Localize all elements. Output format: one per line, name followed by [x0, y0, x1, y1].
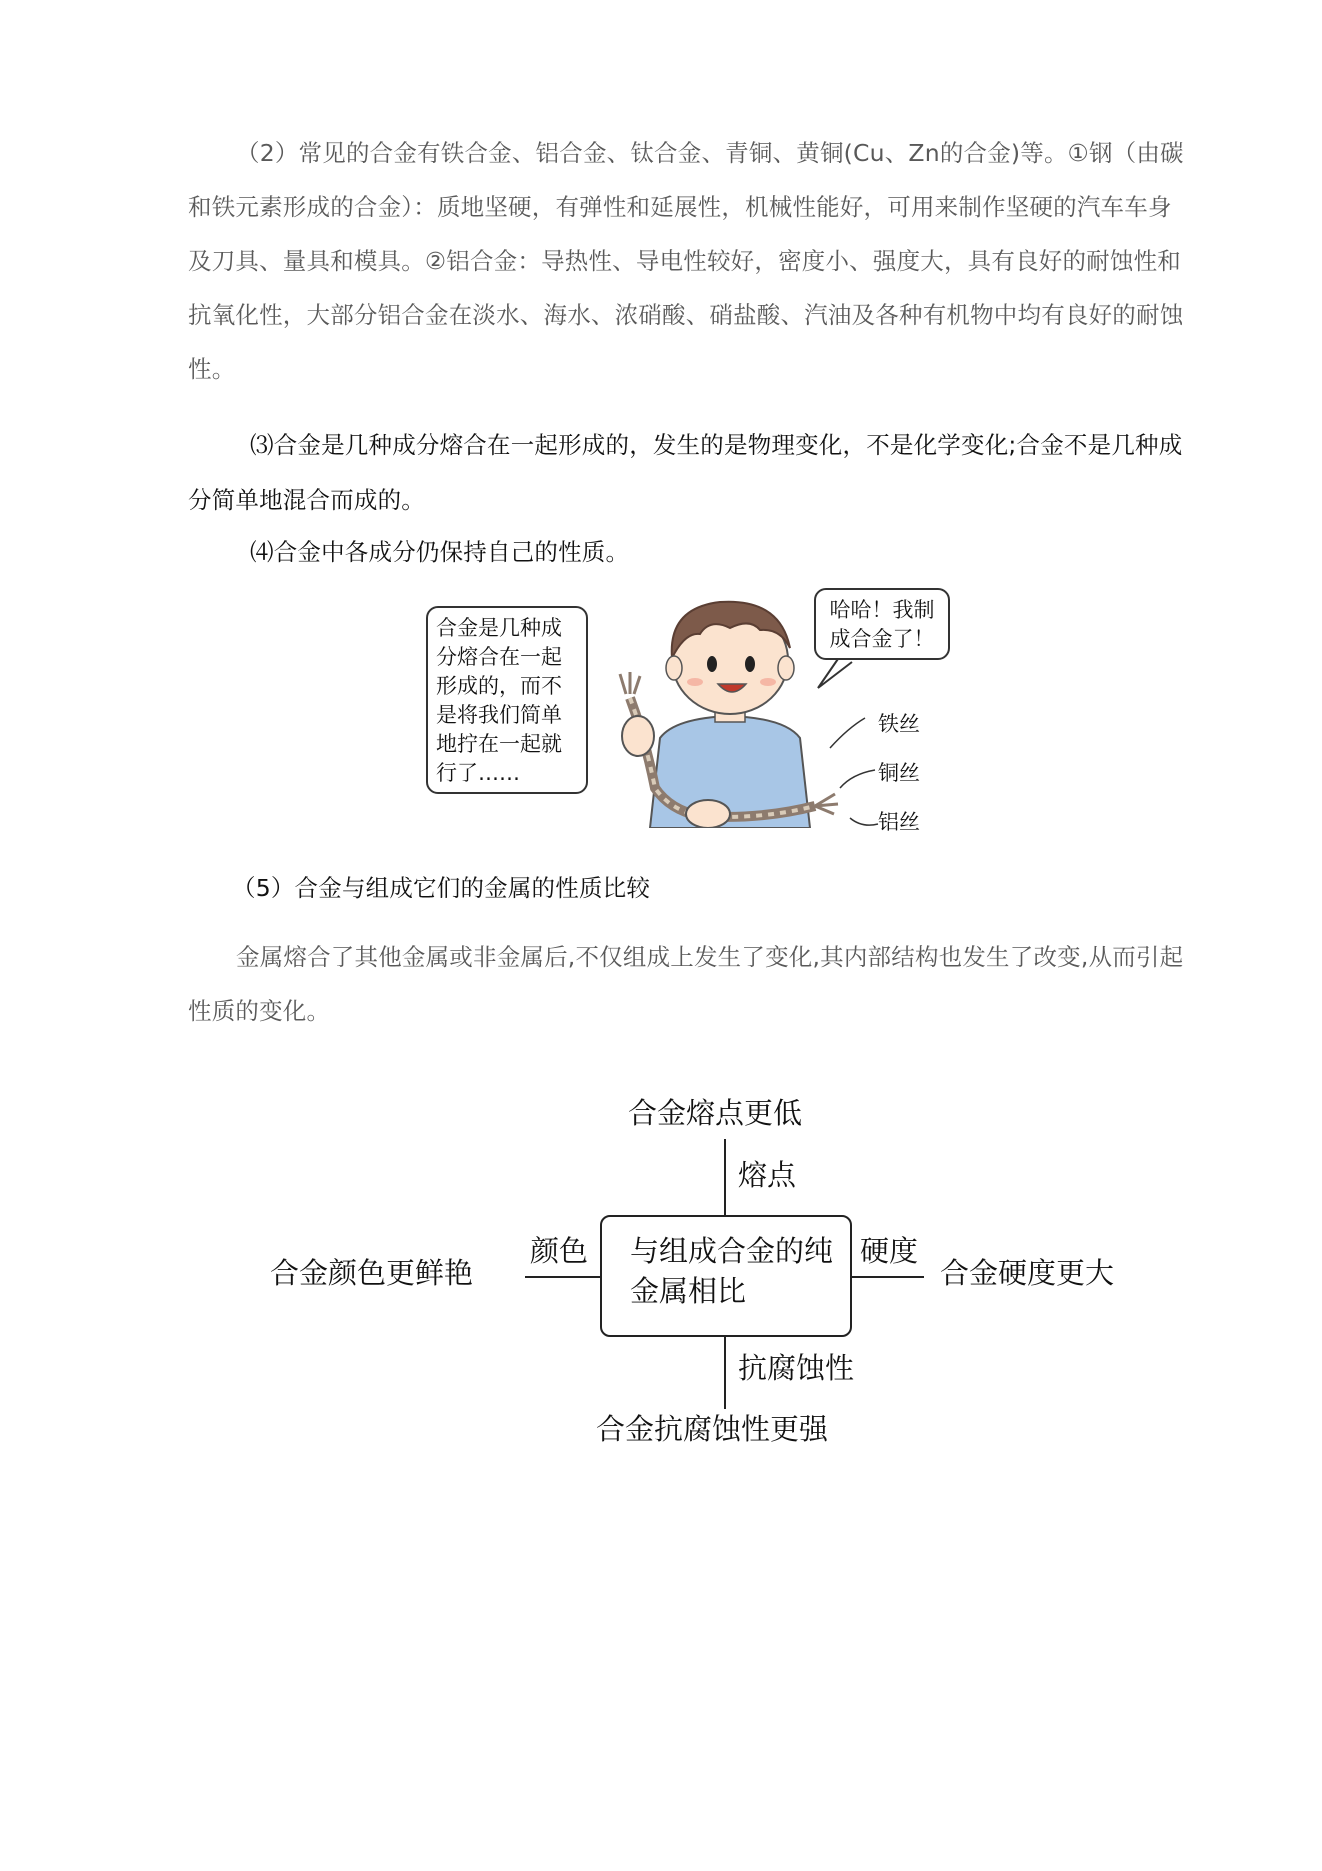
bottom-connector-line	[724, 1337, 726, 1409]
wire-label-iron: 铁丝	[878, 712, 920, 736]
bottom-result: 合金抗腐蚀性更强	[596, 1412, 829, 1446]
speech-bubble-right: 哈哈！我制成合金了！	[814, 588, 950, 660]
top-connector-line	[724, 1139, 726, 1215]
top-result: 合金熔点更低	[628, 1096, 803, 1130]
alloy-comparison-diagram	[270, 1095, 1150, 1455]
right-axis-label: 硬度	[860, 1234, 919, 1268]
paragraph-alloy-component-properties: ⑷合金中各成分仍保持自己的性质。	[250, 538, 630, 566]
paragraph-alloy-property-change: 金属熔合了其他金属或非金属后,不仅组成上发生了变化,其内部结构也发生了改变,从而引起性质的变化。	[188, 943, 1184, 1025]
alloy-illustration	[420, 588, 950, 834]
top-axis-label: 熔点	[738, 1158, 797, 1192]
left-axis-label: 颜色	[530, 1234, 589, 1268]
section-heading-alloy-comparison: （5）合金与组成它们的金属的性质比较	[232, 874, 651, 902]
paragraph-alloy-physical-change: ⑶合金是几种成分熔合在一起形成的，发生的是物理变化，不是化学变化;合金不是几种成分简单地混合而成的。	[188, 431, 1183, 514]
paragraph-common-alloys: （2）常见的合金有铁合金、铝合金、钛合金、青铜、黄铜(Cu、Zn的合金)等。①钢（由碳和铁元素形成的合金）：质地坚硬，有弹性和延展性，机械性能好，可用来制作坚硬的汽车车身及刀具、量具和模具。②铝合金：导热性、导电性较好，密度小、强度大，具有良好的耐蚀性和抗氧化性，大部分铝合金在淡水、海水、浓硝酸、硝盐酸、汽油及各种有机物中均有良好的耐蚀性。	[188, 139, 1184, 383]
wire-label-copper: 铜丝	[878, 761, 920, 785]
center-comparison-box: 与组成合金的纯金属相比	[600, 1215, 852, 1337]
right-connector-line	[852, 1276, 924, 1278]
left-connector-line	[525, 1276, 600, 1278]
bottom-axis-label: 抗腐蚀性	[738, 1351, 855, 1385]
right-result: 合金硬度更大	[940, 1256, 1115, 1290]
speech-bubble-left: 合金是几种成分熔合在一起形成的，而不是将我们简单地拧在一起就行了……	[426, 606, 588, 794]
wire-label-aluminum: 铝丝	[878, 810, 920, 834]
left-result: 合金颜色更鲜艳	[270, 1256, 474, 1290]
